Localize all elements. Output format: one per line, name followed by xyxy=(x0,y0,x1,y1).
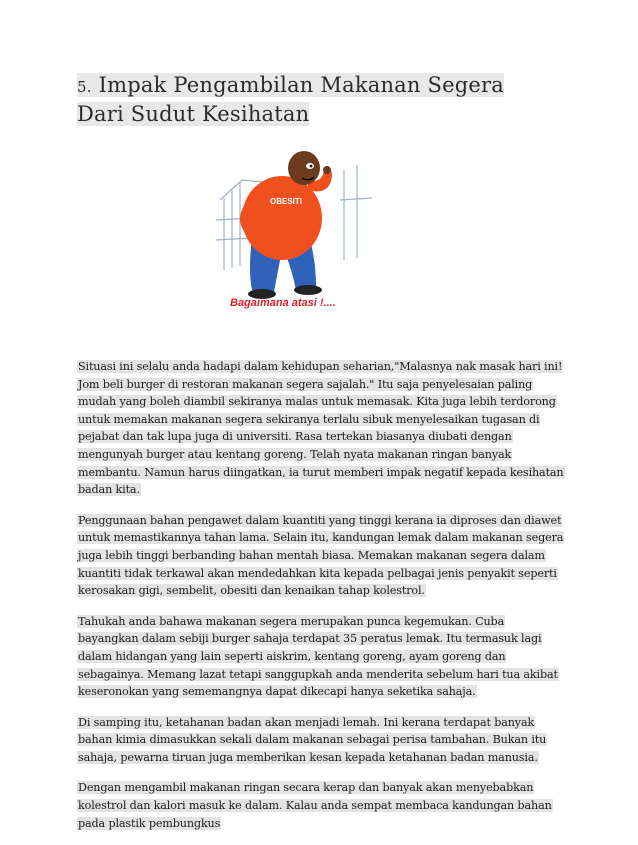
section-heading xyxy=(77,72,547,128)
character-head xyxy=(288,151,320,185)
paragraph-5: Dengan mengambil makanan ringan secara kerap dan banyak akan menyebabkan kolestrol dan kalori masuk ke dalam. Kalau anda sempat membaca kandungan bahan pada plastik pembungkus xyxy=(78,781,552,830)
paragraph-4: Di samping itu, ketahanan badan akan menjadi lemah. Ini kerana terdapat banyak bahan kimia dimasukkan sekali dalam makanan sebagai perisa tambahan. Bukan itu sahaja, pewarna tiruan juga memberikan kesan kepada ketahanan badan manusia. xyxy=(78,715,547,764)
article-body xyxy=(77,358,565,845)
paragraph-1: Situasi ini selalu anda hadapi dalam kehidupan seharian,"Malasnya nak masak hari ini! Jom beli burger di restoran makanan segera sajalah." Itu saja penyelesaian paling mudah yang boleh diambil sekiranya malas untuk memasak. Kita juga lebih terdorong untuk memakan makanan segera sekiranya terlalu sibuk menyelesaikan tugasan di pejabat dan tak lupa juga di universiti. Rasa tertekan biasanya diubati dengan mengunyah burger atau kentang goreng. Telah nyata makanan ringan banyak membantu. Namun harus diingatkan, ia turut memberi impak negatif kepada kesihatan badan kita. xyxy=(78,360,564,497)
section-number: 5. xyxy=(77,78,92,96)
paragraph-2: Penggunaan bahan pengawet dalam kuantiti yang tinggi kerana ia diproses dan diawet untuk memastikannya tahan lama. Selain itu, kandungan lemak dalam makanan segera juga lebih tinggi berbanding bahan mentah biasa. Memakan makanan segera dalam kuantiti tidak terkawal akan mendedahkan kita kepada pelbagai jenis penyakit seperti kerosakan gigi, sembelit, obesiti dan kenaikan tahap kolestrol. xyxy=(78,513,564,598)
section-title: Impak Pengambilan Makanan Segera Dari Sudut Kesihatan xyxy=(77,73,504,126)
obesity-cartoon-illustration xyxy=(212,140,380,312)
paragraph-3: Tahukah anda bahawa makanan segera merupakan punca kegemukan. Cuba bayangkan dalam sebiji burger sahaja terdapat 35 peratus lemak. Itu termasuk lagi dalam hidangan yang lain seperti aiskrim, kentang goreng, ayam goreng dan sebagainya. Memang lazat tetapi sanggupkah anda menderita sebelum hari tua akibat keseronokan yang sememangnya dapat dikecapi hanya seketika sahaja. xyxy=(78,614,558,699)
illustration-caption: Bagaimana atasi !.... xyxy=(230,297,336,309)
shirt-text: OBESITI xyxy=(270,197,303,206)
